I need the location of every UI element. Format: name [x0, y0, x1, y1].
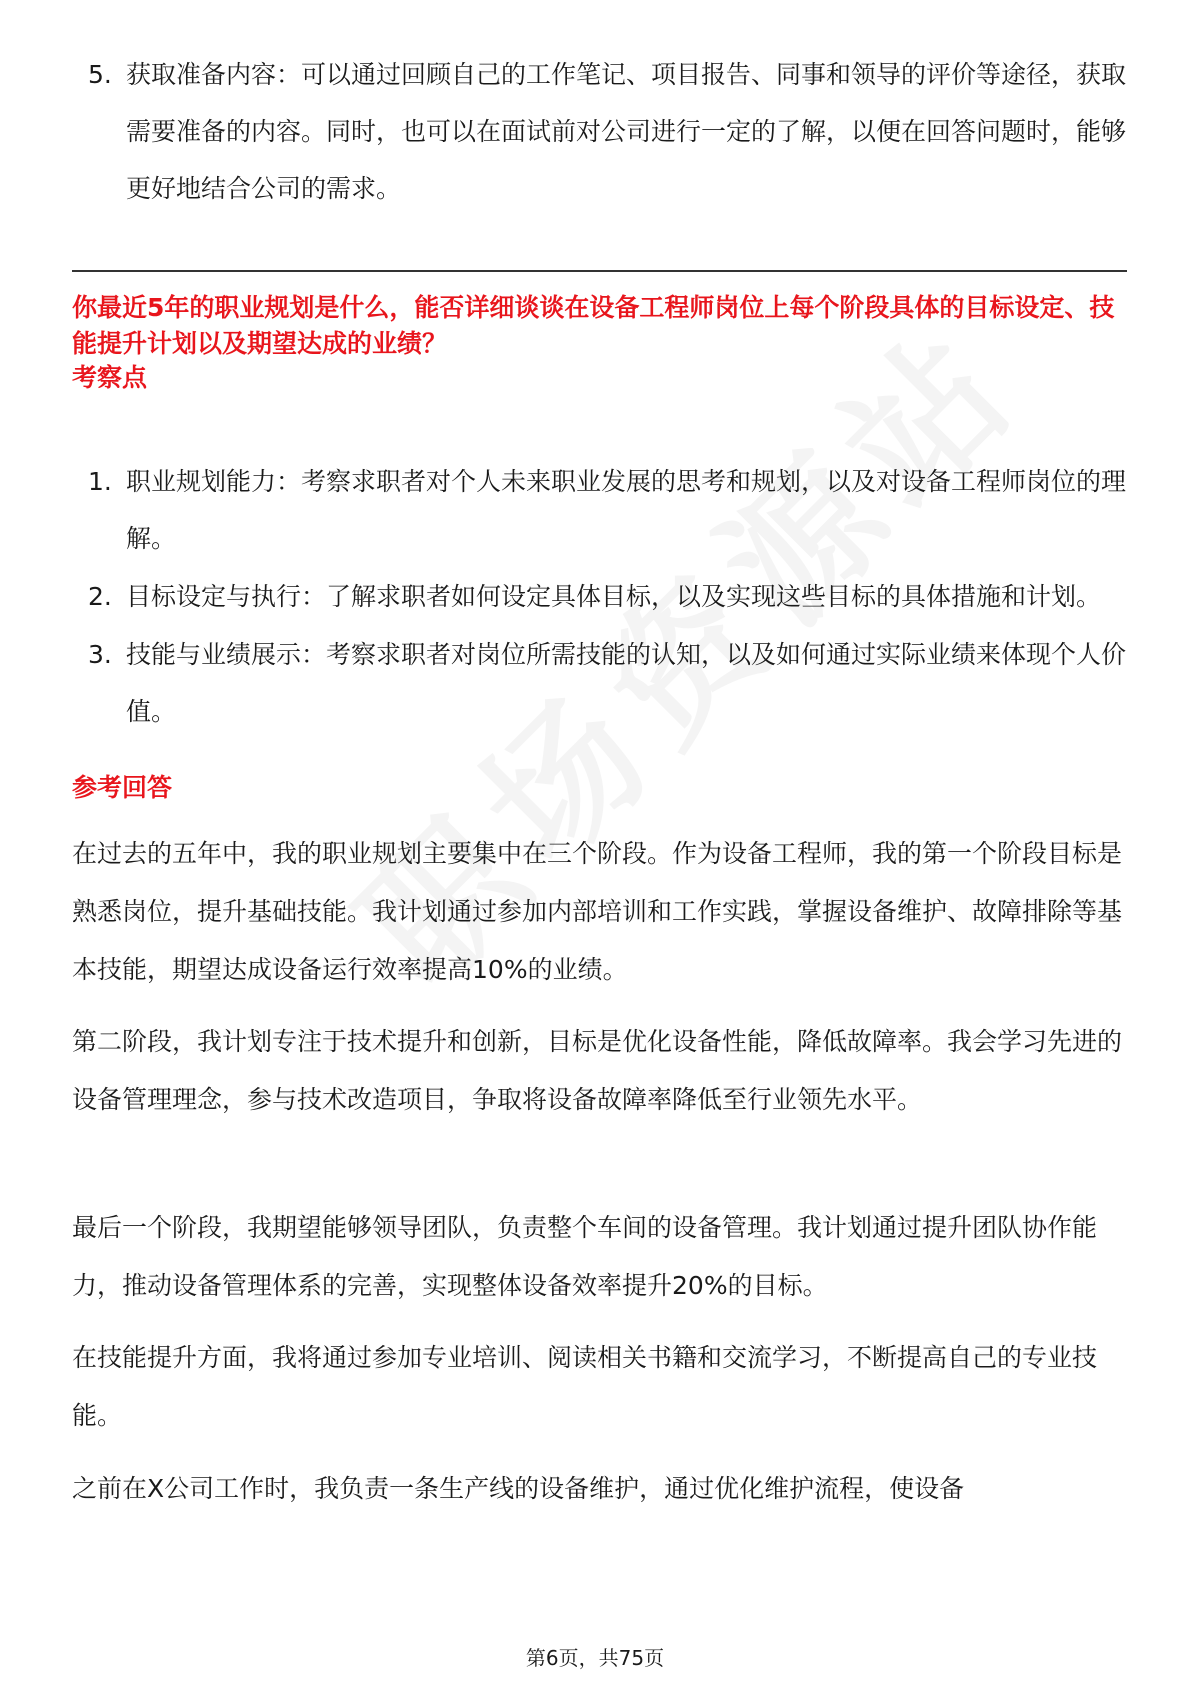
answer-paragraph: 最后一个阶段，我期望能够领导团队，负责整个车间的设备管理。我计划通过提升团队协作能力，推动设备管理体系的完善，实现整体设备效率提升20%的目标。: [72, 1213, 1098, 1300]
answer-heading: 参考回答: [72, 773, 173, 802]
list-item: [72, 453, 1132, 567]
answer-paragraph: 在过去的五年中，我的职业规划主要集中在三个阶段。作为设备工程师，我的第一个阶段目标是熟悉岗位，提升基础技能。我计划通过参加内部培训和工作实践，掌握设备维护、故障排除等基本技能，期望达成设备运行效率提高10%的业绩。: [72, 839, 1123, 984]
question-title: 你最近5年的职业规划是什么，能否详细谈谈在设备工程师岗位上每个阶段具体的目标设定、技能提升计划以及期望达成的业绩？: [72, 293, 1115, 358]
list-item-text: 职业规划能力：考察求职者对个人未来职业发展的思考和规划，以及对设备工程师岗位的理解。: [126, 467, 1127, 553]
list-item: [72, 46, 1132, 217]
list-item-number: 3.: [88, 640, 112, 669]
list-item-text: 技能与业绩展示：考察求职者对岗位所需技能的认知，以及如何通过实际业绩来体现个人价值。: [126, 640, 1127, 726]
points-heading: 考察点: [72, 363, 148, 392]
answer-paragraph: 第二阶段，我计划专注于技术提升和创新，目标是优化设备性能，降低故障率。我会学习先进的设备管理理念，参与技术改造项目，争取将设备故障率降低至行业领先水平。: [72, 1027, 1123, 1114]
intro-list: [72, 46, 1132, 217]
list-item-text: 获取准备内容：可以通过回顾自己的工作笔记、项目报告、同事和领导的评价等途径，获取需要准备的内容。同时，也可以在面试前对公司进行一定的了解，以便在回答问题时，能够更好地结合公司的需求。: [126, 60, 1127, 203]
list-item-number: 2.: [88, 582, 112, 611]
list-item: [72, 568, 1132, 625]
list-item-text: 目标设定与执行：了解求职者如何设定具体目标，以及实现这些目标的具体措施和计划。: [126, 582, 1102, 611]
section-divider: [72, 270, 1127, 272]
list-item-number: 5.: [88, 60, 112, 89]
points-list: [72, 453, 1132, 740]
list-item: [72, 626, 1132, 740]
list-item-number: 1.: [88, 467, 112, 496]
answer-paragraph: 在技能提升方面，我将通过参加专业培训、阅读相关书籍和交流学习，不断提高自己的专业技能。: [72, 1343, 1098, 1430]
page-footer: 第6页，共75页: [525, 1646, 665, 1670]
answer-paragraph: 之前在X公司工作时，我负责一条生产线的设备维护，通过优化维护流程，使设备: [72, 1474, 965, 1503]
